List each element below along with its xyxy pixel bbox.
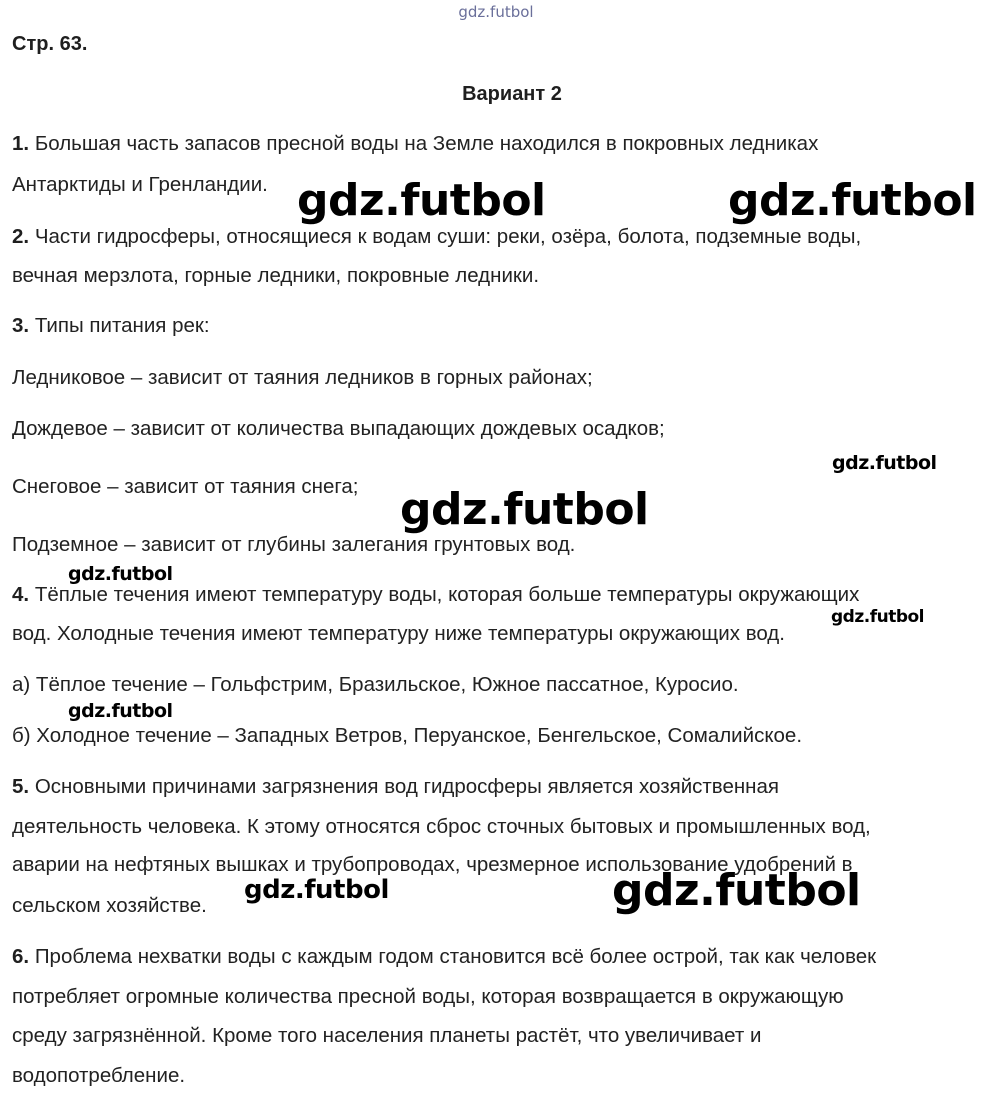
- watermark: gdz.futbol: [400, 484, 649, 535]
- answer-1-line-2: Антарктиды и Гренландии.: [12, 173, 268, 196]
- answer-6-line-2: потребляет огромные количества пресной воды, которая возвращается в окружающую: [12, 985, 844, 1008]
- answer-2-line-2: вечная мерзлота, горные ледники, покровные ледники.: [12, 264, 540, 287]
- answer-6-number: 6.: [12, 945, 30, 968]
- answer-4-line-1: [12, 583, 859, 607]
- answer-5-text: Основными причинами загрязнения вод гидросферы является хозяйственная: [34, 775, 780, 798]
- answer-3-line-1: [12, 314, 210, 338]
- answer-5-line-4: сельском хозяйстве.: [12, 894, 207, 917]
- answer-3-number: 3.: [12, 314, 30, 337]
- watermark: gdz.futbol: [68, 563, 173, 585]
- variant-title: Вариант 2: [462, 83, 562, 105]
- answer-5-line-2: деятельность человека. К этому относятся сброс сточных бытовых и промышленных вод,: [12, 815, 871, 838]
- watermark: gdz.futbol: [728, 175, 977, 226]
- answer-5-line-1: [12, 775, 779, 799]
- answer-3-line-4: Снеговое – зависит от таяния снега;: [12, 475, 359, 498]
- watermark: gdz.futbol: [68, 700, 173, 722]
- watermark: gdz.futbol: [297, 175, 546, 226]
- site-mark: gdz.futbol: [458, 3, 534, 21]
- watermark: gdz.futbol: [832, 452, 937, 474]
- answer-4-line-2: вод. Холодные течения имеют температуру ниже температуры окружающих вод.: [12, 622, 785, 645]
- answer-5-line-3: аварии на нефтяных вышках и трубопроводах, чрезмерное использование удобрений в: [12, 853, 853, 876]
- watermark: gdz.futbol: [612, 865, 861, 916]
- answer-2-number: 2.: [12, 225, 30, 248]
- answer-3-line-3: Дождевое – зависит от количества выпадающих дождевых осадков;: [12, 417, 665, 440]
- answer-6-text: Проблема нехватки воды с каждым годом становится всё более острой, так как человек: [34, 945, 877, 968]
- answer-3-line-2: Ледниковое – зависит от таяния ледников в горных районах;: [12, 366, 593, 389]
- answer-1-line-1: [12, 132, 818, 156]
- answer-5-number: 5.: [12, 775, 30, 798]
- answer-2-line-1: [12, 225, 861, 249]
- answer-1-text: Большая часть запасов пресной воды на Земле находился в покровных ледниках: [34, 132, 819, 155]
- answer-1-number: 1.: [12, 132, 30, 155]
- answer-3-line-5: Подземное – зависит от глубины залегания грунтовых вод.: [12, 533, 576, 556]
- answer-4-text: Тёплые течения имеют температуру воды, которая больше температуры окружающих: [34, 583, 860, 606]
- answer-6-line-3: среду загрязнённой. Кроме того населения планеты растёт, что увеличивает и: [12, 1024, 762, 1047]
- answer-6-line-4: водопотребление.: [12, 1064, 186, 1087]
- page-reference: Стр. 63.: [12, 33, 88, 55]
- answer-4-line-4: б) Холодное течение – Западных Ветров, Перуанское, Бенгельское, Сомалийское.: [12, 724, 803, 747]
- answer-6-line-1: [12, 945, 876, 969]
- answer-4-number: 4.: [12, 583, 30, 606]
- watermark: gdz.futbol: [244, 875, 389, 905]
- answer-4-line-3: а) Тёплое течение – Гольфстрим, Бразильское, Южное пассатное, Куросио.: [12, 673, 739, 696]
- answer-3-text: Типы питания рек:: [34, 314, 210, 337]
- watermark: gdz.futbol: [831, 607, 924, 627]
- answer-2-text: Части гидросферы, относящиеся к водам суши: реки, озёра, болота, подземные воды,: [34, 225, 862, 248]
